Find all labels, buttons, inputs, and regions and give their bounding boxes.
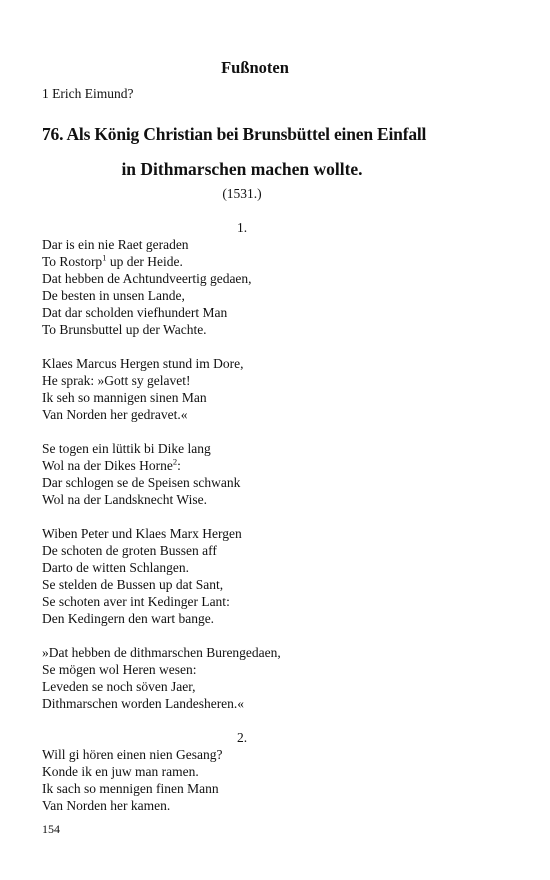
verse-line: [42, 593, 502, 610]
verse-text: To Rostorp: [42, 254, 103, 269]
verse-line: [42, 270, 502, 287]
verse-line: [42, 287, 502, 304]
poem-section: [42, 729, 502, 814]
verse-line: [42, 661, 502, 678]
verse-text: De schoten de groten Bussen aff: [42, 543, 217, 558]
verse-line: [42, 678, 502, 695]
verse-text: Ik sach so mennigen finen Mann: [42, 781, 219, 796]
verse-text: up der Heide.: [106, 254, 183, 269]
verse-text: Wiben Peter und Klaes Marx Hergen: [42, 526, 242, 541]
verse-text: Klaes Marcus Hergen stund im Dore,: [42, 356, 244, 371]
verse-text: :: [177, 458, 181, 473]
verse-line: [42, 797, 502, 814]
section-number: 1.: [236, 220, 248, 235]
verse-text: Se mögen wol Heren wesen:: [42, 662, 197, 677]
verse-line: [42, 763, 502, 780]
verse-line: [42, 695, 502, 712]
verse-line: [42, 491, 502, 508]
poem-title-line-1: 76. Als König Christian bei Brunsbüttel einen Einfall: [42, 124, 427, 144]
verse-line: [42, 525, 502, 542]
verse-text: Darto de witten Schlangen.: [42, 560, 189, 575]
verse-text: Will gi hören einen nien Gesang?: [42, 747, 223, 762]
verse-text: To Brunsbuttel up der Wachte.: [42, 322, 207, 337]
verse-text: Dar is ein nie Raet geraden: [42, 237, 189, 252]
verse-line: [42, 576, 502, 593]
verse-line: [42, 253, 502, 270]
footnotes-heading: Fußnoten: [221, 58, 289, 77]
poem-year: (1531.): [222, 186, 262, 201]
verse-line: [42, 355, 502, 372]
verse-line: [42, 746, 502, 763]
verse-text: Se togen ein lüttik bi Dike lang: [42, 441, 211, 456]
verse-line: [42, 644, 502, 661]
verse-line: [42, 372, 502, 389]
verse-line: [42, 389, 502, 406]
page-number: 154: [42, 822, 60, 836]
poem-body: [42, 219, 502, 814]
stanza: [42, 525, 502, 627]
verse-line: [42, 559, 502, 576]
verse-text: »Dat hebben de dithmarschen Burengedaen,: [42, 645, 281, 660]
verse-line: [42, 474, 502, 491]
verse-text: Dar schlogen se de Speisen schwank: [42, 475, 241, 490]
stanza: [42, 746, 502, 814]
verse-line: [42, 406, 502, 423]
poem-section: [42, 219, 502, 712]
verse-line: [42, 304, 502, 321]
footnote-marker: 2: [172, 456, 178, 467]
verse-line: [42, 610, 502, 627]
verse-text: Leveden se noch söven Jaer,: [42, 679, 196, 694]
verse-text: Dithmarschen worden Landesheren.«: [42, 696, 245, 711]
verse-text: Van Norden her gedravet.«: [42, 407, 188, 422]
stanza: [42, 355, 502, 423]
verse-text: Den Kedingern den wart bange.: [42, 611, 215, 626]
verse-text: Se schoten aver int Kedinger Lant:: [42, 594, 230, 609]
section-number: 2.: [236, 730, 248, 745]
verse-text: He sprak: »Gott sy gelavet!: [42, 373, 191, 388]
verse-line: [42, 440, 502, 457]
verse-line: [42, 457, 502, 474]
poem-title-line-2: in Dithmarschen machen wollte.: [121, 159, 363, 179]
stanza: [42, 440, 502, 508]
verse-text: Dat hebben de Achtundveertig gedaen,: [42, 271, 252, 286]
verse-line: [42, 542, 502, 559]
verse-text: Se stelden de Bussen up dat Sant,: [42, 577, 224, 592]
verse-text: Dat dar scholden viefhundert Man: [42, 305, 228, 320]
verse-text: De besten in unsen Lande,: [42, 288, 185, 303]
verse-line: [42, 780, 502, 797]
footnote-marker: 1: [102, 252, 107, 263]
verse-line: [42, 236, 502, 253]
footnote-item: 1 Erich Eimund?: [42, 86, 134, 101]
verse-text: Ik seh so mannigen sinen Man: [42, 390, 207, 405]
verse-text: Van Norden her kamen.: [42, 798, 171, 813]
verse-line: [42, 321, 502, 338]
stanza: [42, 644, 502, 712]
verse-text: Wol na der Dikes Horne: [42, 458, 173, 473]
verse-text: Wol na der Landsknecht Wise.: [42, 492, 207, 507]
stanza: [42, 236, 502, 338]
verse-text: Konde ik en juw man ramen.: [42, 764, 199, 779]
